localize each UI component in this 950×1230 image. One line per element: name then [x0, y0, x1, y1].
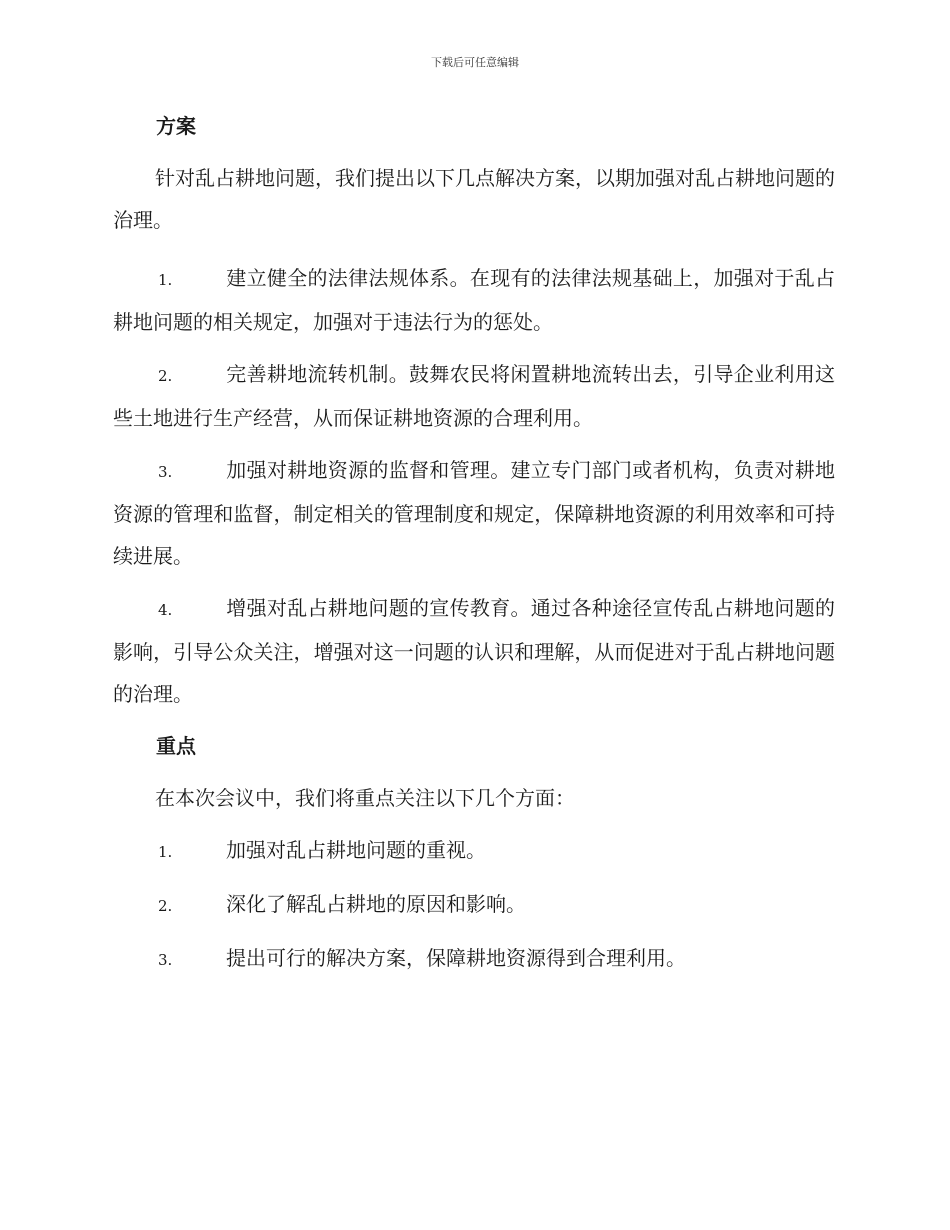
list-item-text: 完善耕地流转机制。鼓舞农民将闲置耕地流转出去，引导企业利用这些土地进行生产经营，从而保证耕地资源的合理利用。 [113, 362, 835, 430]
list-item-text: 提出可行的解决方案，保障耕地资源得到合理利用。 [226, 946, 686, 970]
section-title-plan: 方案 [156, 114, 196, 138]
focus-item-3 [113, 937, 835, 981]
list-number: 2. [158, 367, 173, 385]
focus-item-1 [113, 829, 835, 873]
plan-item-3 [113, 449, 835, 577]
plan-item-4 [113, 587, 835, 715]
list-item-text: 加强对耕地资源的监督和管理。建立专门部门或者机构，负责对耕地资源的管理和监督，制定相关的管理制度和规定，保障耕地资源的利用效率和可持续进展。 [113, 458, 835, 568]
plan-item-1 [113, 257, 835, 343]
plan-intro-paragraph: 针对乱占耕地问题，我们提出以下几点解决方案，以期加强对乱占耕地问题的治理。 [113, 166, 835, 232]
list-number: 4. [158, 601, 173, 619]
list-item-text: 增强对乱占耕地问题的宣传教育。通过各种途径宣传乱占耕地问题的影响，引导公众关注，增强对这一问题的认识和理解，从而促进对于乱占耕地问题的治理。 [113, 596, 835, 706]
list-number: 3. [158, 951, 173, 969]
page-header-note: 下载后可任意编辑 [431, 56, 519, 69]
list-item-text: 建立健全的法律法规体系。在现有的法律法规基础上，加强对于乱占耕地问题的相关规定，加强对于违法行为的惩处。 [113, 266, 835, 334]
list-item-text: 加强对乱占耕地问题的重视。 [226, 838, 486, 862]
plan-item-2 [113, 353, 835, 439]
document-body [113, 108, 835, 981]
section-title-focus: 重点 [156, 734, 196, 758]
focus-item-2 [113, 883, 835, 927]
list-item-text: 深化了解乱占耕地的原因和影响。 [226, 892, 526, 916]
list-number: 2. [158, 897, 173, 915]
list-number: 1. [158, 843, 173, 861]
list-number: 1. [158, 271, 173, 289]
list-number: 3. [158, 463, 173, 481]
focus-intro-paragraph: 在本次会议中，我们将重点关注以下几个方面： [155, 786, 575, 810]
